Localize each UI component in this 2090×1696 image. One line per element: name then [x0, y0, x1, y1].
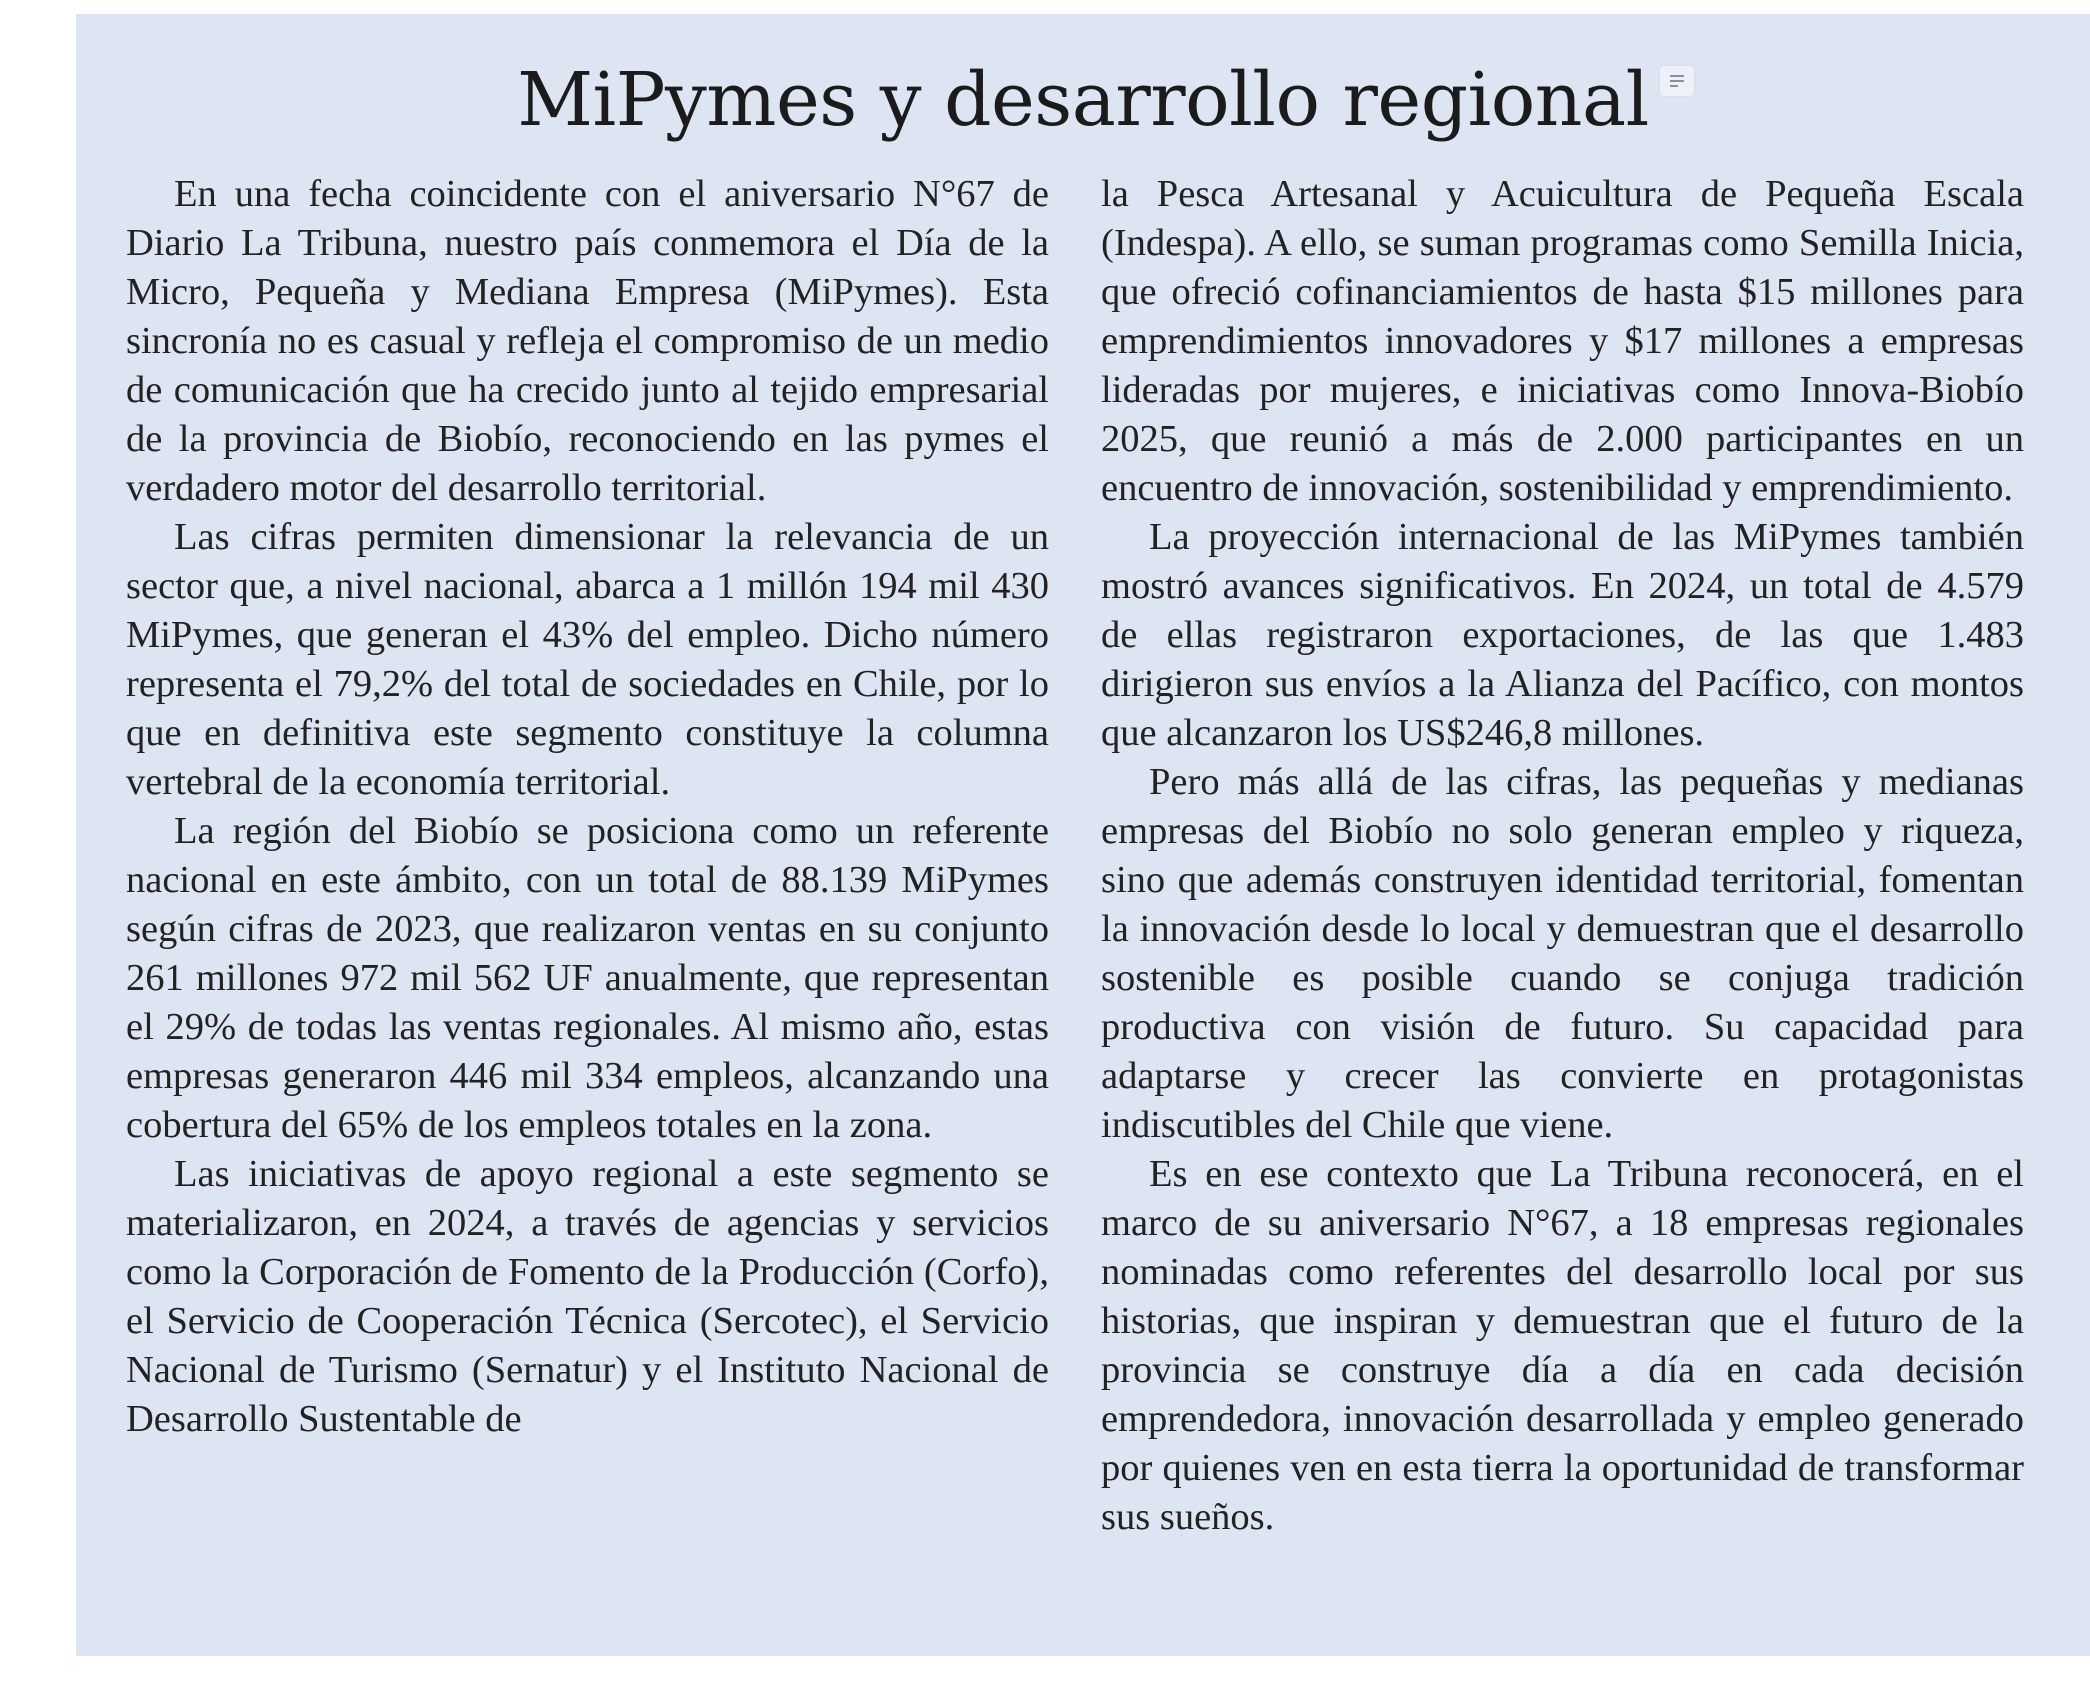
paragraph: La proyección internacional de las MiPymes también mostró avances significativos. En 2024, un total de 4.579 de ellas registraron exportaciones, de las que 1.483 dirigieron sus envíos a la Alianza del Pacífico, con montos que alcanzaron los US$246,8 millones. — [1101, 516, 2024, 754]
paragraph: Las cifras permiten dimensionar la relevancia de un sector que, a nivel nacional, abarca a 1 millón 194 mil 430 MiPymes, que generan el 43% del empleo. Dicho número representa el 79,2% del total de sociedades en Chile, por lo que en definitiva este segmento constituye la columna vertebral de la economía territorial. — [126, 516, 1049, 803]
article-column-right — [1101, 170, 2024, 1542]
title-row — [76, 50, 2090, 150]
article-title: MiPymes y desarrollo regional — [517, 57, 1649, 143]
paragraph: En una fecha coincidente con el aniversario N°67 de Diario La Tribuna, nuestro país conmemora el Día de la Micro, Pequeña y Mediana Empresa (MiPymes). Esta sincronía no es casual y refleja el compromiso de un medio de comunicación que ha crecido junto al tejido empresarial de la provincia de Biobío, reconociendo en las pymes el verdadero motor del desarrollo territorial. — [126, 173, 1049, 509]
paragraph-continuation: la Pesca Artesanal y Acuicultura de Pequeña Escala (Indespa). A ello, se suman programas como Semilla Inicia, que ofreció cofinanciamientos de hasta $15 millones para emprendimientos innovadores y $17 millones a empresas lideradas por mujeres, e iniciativas como Innova-Biobío 2025, que reunió a más de 2.000 participantes en un encuentro de innovación, sostenibilidad y emprendimiento. — [1101, 173, 2024, 509]
paragraph: Pero más allá de las cifras, las pequeñas y medianas empresas del Biobío no solo generan empleo y riqueza, sino que además construyen identidad territorial, fomentan la innovación desde lo local y demuestran que el desarrollo sostenible es posible cuando se conjuga tradición productiva con visión de futuro. Su capacidad para adaptarse y crecer las convierte en protagonistas indiscutibles del Chile que viene. — [1101, 761, 2024, 1146]
paragraph: Es en ese contexto que La Tribuna reconocerá, en el marco de su aniversario N°67, a 18 empresas regionales nominadas como referentes del desarrollo local por sus historias, que inspiran y demuestran que el futuro de la provincia se construye día a día en cada decisión emprendedora, innovación desarrollada y empleo generado por quienes ven en esta tierra la oportunidad de transformar sus sueños. — [1101, 1153, 2024, 1538]
article-column-left — [126, 170, 1049, 1444]
article-page — [76, 14, 2090, 1656]
note-icon[interactable] — [1660, 66, 1694, 96]
paragraph: La región del Biobío se posiciona como un referente nacional en este ámbito, con un total de 88.139 MiPymes según cifras de 2023, que realizaron ventas en su conjunto 261 millones 972 mil 562 UF anualmente, que representan el 29% de todas las ventas regionales. Al mismo año, estas empresas generaron 446 mil 334 empleos, alcanzando una cobertura del 65% de los empleos totales en la zona. — [126, 810, 1049, 1146]
paragraph: Las iniciativas de apoyo regional a este segmento se materializaron, en 2024, a través de agencias y servicios como la Corporación de Fomento de la Producción (Corfo), el Servicio de Cooperación Técnica (Sercotec), el Servicio Nacional de Turismo (Sernatur) y el Instituto Nacional de Desarrollo Sustentable de — [126, 1153, 1049, 1440]
